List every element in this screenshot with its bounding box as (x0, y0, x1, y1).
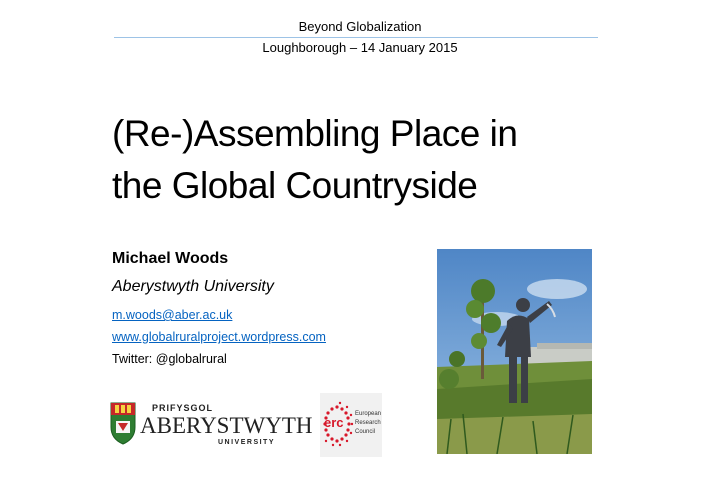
erc-line-1: European (355, 411, 382, 417)
website-link[interactable]: www.globalruralproject.wordpress.com (112, 330, 326, 344)
twitter-handle: Twitter: @globalrural (112, 352, 227, 366)
aber-logo-suffix: UNIVERSITY (218, 439, 276, 446)
slide-title (112, 108, 632, 212)
email-link[interactable]: m.woods@aber.ac.uk (112, 308, 233, 322)
conference-location-date: Loughborough – 14 January 2015 (262, 40, 458, 55)
aber-logo-name: ABERYSTWYTH (140, 413, 313, 438)
erc-line-3: Council (355, 429, 376, 435)
crest-icon (110, 401, 136, 445)
slide-title-line-2: the Global Countryside (112, 165, 478, 206)
conference-name: Beyond Globalization (298, 19, 422, 34)
header-divider (114, 37, 598, 38)
author-name: Michael Woods (112, 250, 229, 267)
sculpture-photo (437, 249, 592, 454)
erc-logo (320, 393, 382, 457)
aberystwyth-logo (110, 401, 313, 449)
author-affiliation: Aberystwyth University (112, 278, 274, 295)
aber-logo-prefix: PRIFYSGOL (152, 403, 214, 413)
erc-line-2: Research (355, 420, 381, 426)
slide-title-line-1: (Re-)Assembling Place in (112, 113, 518, 154)
erc-logo-text (355, 410, 381, 437)
erc-mark: erc (324, 415, 344, 430)
